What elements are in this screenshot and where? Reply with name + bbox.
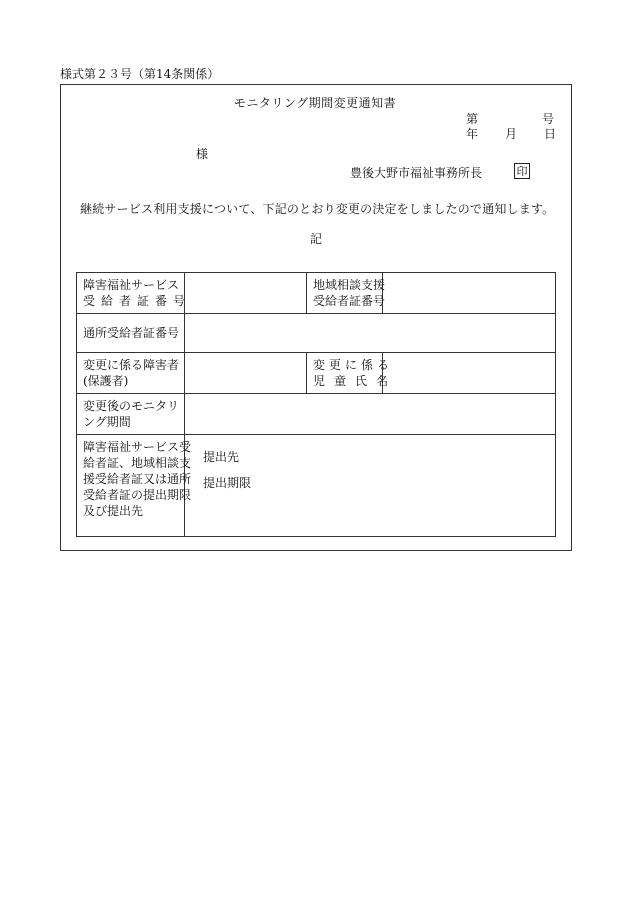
day-service-cert-label xyxy=(77,314,185,353)
monitoring-period-label xyxy=(77,394,185,435)
monitoring-period-value[interactable] xyxy=(185,394,556,435)
label-line xyxy=(83,277,178,293)
label-line xyxy=(313,373,398,389)
label-line xyxy=(83,414,178,430)
welfare-service-cert-value[interactable] xyxy=(185,273,307,314)
submit-deadline-label: 提出期限 xyxy=(203,476,252,490)
day-service-cert-value[interactable] xyxy=(185,314,556,353)
welfare-service-cert-label xyxy=(77,273,192,314)
label-line xyxy=(83,439,192,455)
label-line xyxy=(83,487,192,503)
addressee-suffix: 様 xyxy=(196,147,209,161)
date-month-label: 月 xyxy=(505,127,518,141)
label-line xyxy=(313,277,386,293)
submission-label xyxy=(77,435,192,537)
label-text: 通所受給者証番号 xyxy=(83,326,180,340)
label-line xyxy=(83,503,178,519)
table-row xyxy=(77,314,556,353)
label-line xyxy=(83,455,192,471)
date-year-label: 年 xyxy=(466,127,479,141)
label-text: (保護者) xyxy=(83,374,129,388)
label-text: 変更に係る xyxy=(313,358,394,372)
changed-person-label xyxy=(77,353,185,394)
changed-person-value[interactable] xyxy=(185,353,307,394)
child-name-value[interactable] xyxy=(383,353,556,394)
label-text: 地域相談支援 xyxy=(313,278,386,292)
notice-text: 継続サービス利用支援について、下記のとおり変更の決定をしましたので通知します。 xyxy=(80,202,555,216)
child-name-label xyxy=(307,353,398,394)
table-row xyxy=(77,435,556,537)
table-row xyxy=(77,353,556,394)
label-line xyxy=(83,325,178,341)
label-line xyxy=(83,373,178,389)
label-text: 受給者証番号 xyxy=(313,294,386,308)
info-table xyxy=(76,272,556,537)
number-suffix: 号 xyxy=(542,112,555,126)
label-text: 変更に係る障害者 xyxy=(83,358,180,372)
submit-to-label: 提出先 xyxy=(203,450,240,464)
community-support-cert-label xyxy=(307,273,386,314)
label-text: 障害福祉サービス xyxy=(83,278,180,292)
ki-heading: 記 xyxy=(310,232,323,246)
label-line xyxy=(83,293,192,309)
submission-value[interactable] xyxy=(185,435,556,537)
label-text: 障害福祉サービス受 xyxy=(83,440,192,454)
label-line xyxy=(313,293,386,309)
community-support-cert-value[interactable] xyxy=(383,273,556,314)
label-text: 児童氏名 xyxy=(313,374,398,388)
form-number-label: 様式第２３号（第14条関係） xyxy=(60,67,220,81)
date-day-label: 日 xyxy=(544,127,557,141)
label-text: 援受給者証又は通所 xyxy=(83,472,192,486)
label-line xyxy=(83,398,178,414)
label-line xyxy=(83,357,178,373)
document-title: モニタリング期間変更通知書 xyxy=(233,96,397,110)
label-line xyxy=(313,357,394,373)
table-row xyxy=(77,273,556,314)
seal-box: 印 xyxy=(514,163,530,179)
table-row xyxy=(77,394,556,435)
label-text: 受給者証の提出期限 xyxy=(83,488,192,502)
label-text: 変更後のモニタリ xyxy=(83,399,180,413)
issuer-name: 豊後大野市福祉事務所長 xyxy=(350,166,483,180)
label-line xyxy=(83,471,192,487)
label-text: ング期間 xyxy=(83,415,131,429)
label-text: 及び提出先 xyxy=(83,504,144,518)
label-text: 受給者証番号 xyxy=(83,294,192,308)
label-text: 給者証、地域相談支 xyxy=(83,456,192,470)
number-prefix: 第 xyxy=(466,112,479,126)
